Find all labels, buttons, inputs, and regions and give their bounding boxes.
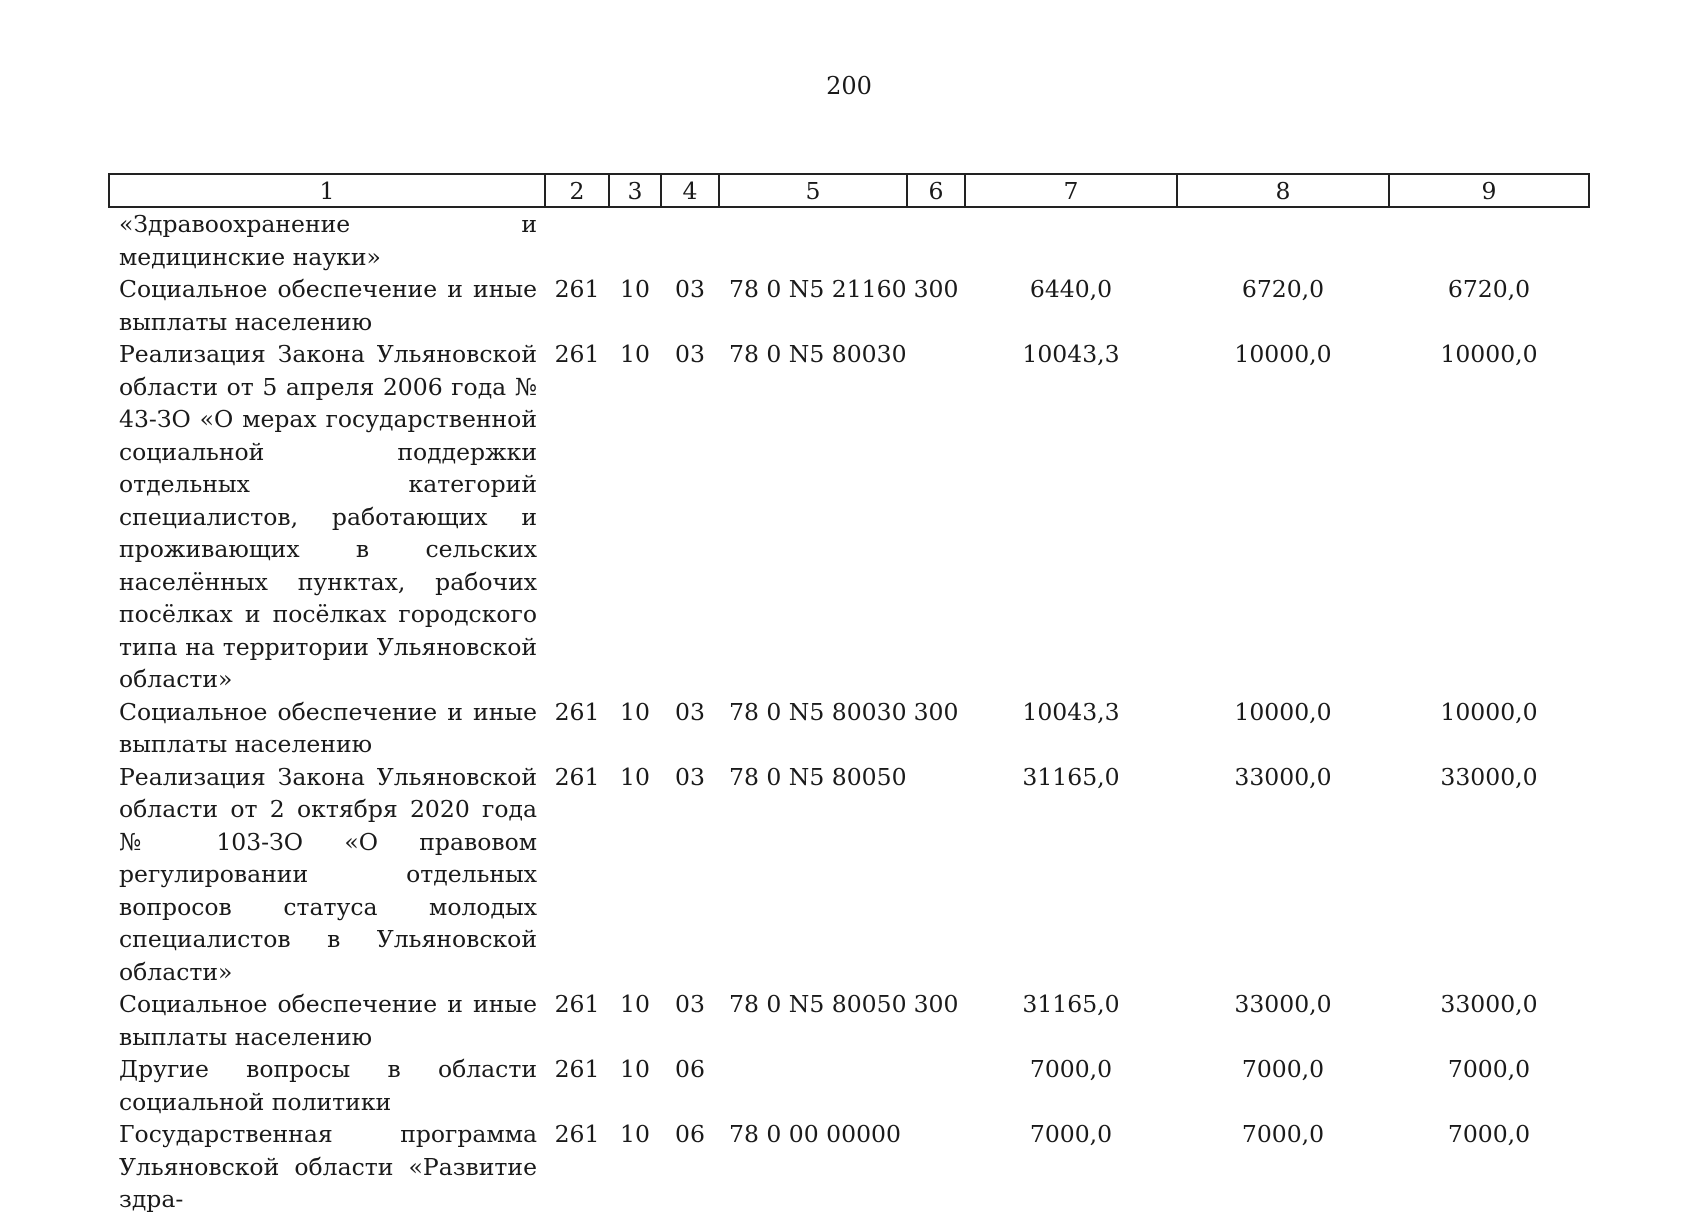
row-name: Социальное обеспечение и иные выплаты населению [119,990,537,1051]
row-cell [719,1053,907,1118]
header-col-3: 3 [609,174,661,207]
header-col-7: 7 [965,174,1177,207]
row-cell: 300 [913,275,959,303]
table-row [109,207,1589,273]
row-name: Социальное обеспечение и иные выплаты населению [119,275,537,336]
header-col-5: 5 [719,174,907,207]
row-cell: 10000,0 [1234,697,1332,726]
row-cell: 300 [913,990,959,1018]
row-cell: 300 [913,697,959,726]
row-cell: 10 [620,697,650,726]
row-cell: 33000,0 [1234,762,1332,791]
page-number: 200 [826,72,872,100]
row-cell: 10043,3 [1022,697,1120,726]
row-cell: 03 [675,762,705,791]
row-name: Государственная программа Ульяновской области «Развитие здра- [119,1120,537,1213]
row-cell: 31165,0 [1022,990,1120,1018]
row-cell: 10 [620,1055,650,1083]
row-cell [661,207,719,273]
row-cell [545,207,609,273]
budget-table [108,173,1590,1216]
row-cell: 10 [620,990,650,1018]
header-col-9: 9 [1389,174,1589,207]
row-cell: 33000,0 [1234,990,1332,1018]
table-row [109,696,1589,761]
row-cell: 7000,0 [1241,1055,1325,1083]
table-row [109,1118,1589,1216]
row-cell: 6720,0 [1447,275,1531,303]
row-cell: 03 [675,697,705,726]
row-cell: 78 0 N5 80030 [729,340,907,368]
row-cell: 31165,0 [1022,762,1120,791]
table-row [109,338,1589,696]
row-cell: 7000,0 [1029,1055,1113,1083]
row-cell [907,761,965,989]
row-cell: 03 [675,990,705,1018]
row-cell [907,338,965,696]
row-cell: 33000,0 [1440,990,1538,1018]
row-cell [965,207,1177,273]
row-cell: 78 0 N5 80050 [729,990,907,1018]
row-cell: 10 [620,762,650,791]
row-cell: 261 [554,1055,600,1083]
row-cell: 261 [554,275,600,303]
row-name: Реализация Закона Ульяновской области от 5 апреля 2006 года № 43-ЗО «О мерах государственной социальной поддержки отдельных категорий специалистов, работающих и проживающих в сельских населённых пунктах, рабочих посёлках и посёлках городского типа на территории Ульяновской области» [119,340,537,693]
header-col-8: 8 [1177,174,1389,207]
row-cell: 06 [675,1055,705,1083]
row-cell: 261 [554,697,600,726]
row-cell: 6440,0 [1029,275,1113,303]
row-cell: 78 0 N5 80030 [729,697,907,726]
table-row [109,273,1589,338]
row-cell: 78 0 00 00000 [729,1120,901,1148]
row-cell: 10000,0 [1440,697,1538,726]
row-name: Другие вопросы в области социальной политики [119,1055,537,1116]
row-cell: 261 [554,990,600,1018]
row-cell: 78 0 N5 80050 [729,762,907,791]
row-cell [1389,207,1589,273]
row-cell: 10 [620,275,650,303]
row-cell: 6720,0 [1241,275,1325,303]
header-col-6: 6 [907,174,965,207]
table-row [109,761,1589,989]
row-cell: 10 [620,340,650,368]
row-cell: 7000,0 [1029,1120,1113,1148]
row-cell [907,1118,965,1216]
row-cell [1177,207,1389,273]
row-cell: 03 [675,275,705,303]
table-row [109,988,1589,1053]
row-name: Реализация Закона Ульяновской области от 2 октября 2020 года № 103-ЗО «О правовом регулировании отдельных вопросов статуса молодых специалистов в Ульяновской области» [119,762,537,986]
row-name: «Здравоохранение и медицинские науки» [119,210,537,271]
header-col-4: 4 [661,174,719,207]
row-cell: 06 [675,1120,705,1148]
row-cell: 261 [554,340,600,368]
row-cell: 03 [675,340,705,368]
row-cell [609,207,661,273]
row-cell: 261 [554,1120,600,1148]
row-cell: 7000,0 [1241,1120,1325,1148]
table-row [109,1053,1589,1118]
row-cell: 261 [554,762,600,791]
row-cell: 10000,0 [1440,340,1538,368]
row-cell: 10000,0 [1234,340,1332,368]
row-cell [907,207,965,273]
row-cell [907,1053,965,1118]
row-cell: 7000,0 [1447,1120,1531,1148]
row-cell [719,207,907,273]
row-cell: 7000,0 [1447,1055,1531,1083]
row-cell: 10043,3 [1022,340,1120,368]
header-col-2: 2 [545,174,609,207]
table-header-row [109,174,1589,207]
row-name: Социальное обеспечение и иные выплаты населению [119,697,537,758]
row-cell: 33000,0 [1440,762,1538,791]
header-col-1: 1 [109,174,545,207]
row-cell: 10 [620,1120,650,1148]
row-cell: 78 0 N5 21160 [729,275,907,303]
